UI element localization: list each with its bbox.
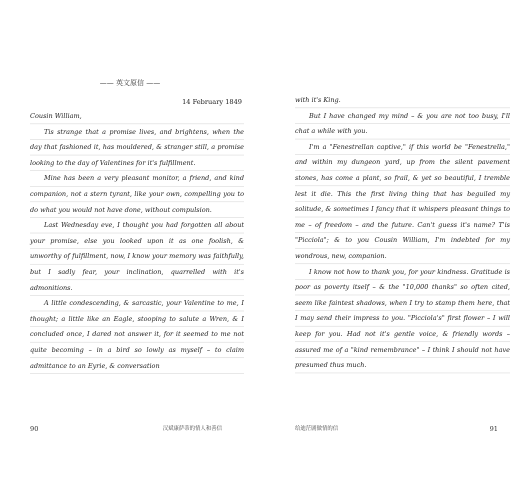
paragraph: Tis strange that a promise lives, and brightens, when the day that fashioned it, has mouldered, & stranger still, a promise looking to the day of Valentines for it's fulfillment.: [30, 127, 244, 167]
paragraph: But I have changed my mind – & you are not too busy, I'll chat a while with you.: [295, 111, 510, 136]
paragraph: I know not how to thank you, for your kindness. Gratitude is poor as poverty itself – & the "10,000 thanks" so often cited, seem like faintest shadows, when I try to stamp them here, that I may send their impress to you. "Picciola's" first flower – I will keep for you. Had not it's gentle voice, & friendly words – assured me of a "kind remembrance" – I think I should not have presumed thus much.: [295, 267, 510, 370]
page-number: 90: [30, 425, 39, 433]
page-number: 91: [489, 425, 498, 433]
paragraph: A little condescending, & sarcastic, your Valentine to me, I thought; a little like an Eagle, stooping to salute a Wren, & I concluded once, I dared not answer it, for it seemed to me not quite becoming – in a bird so lowly as myself – to claim admittance to an Eyrie, & conversation: [30, 299, 244, 370]
running-title: 给迪茫剧做情的信: [295, 426, 339, 432]
salutation: Cousin William,: [30, 112, 82, 120]
letter-body-right: [295, 93, 510, 374]
right-page: [260, 0, 520, 500]
paragraph: I'm a "Fenestrellan captive," if this world be "Fenestrella," and within my dungeon yard, up from the silent pavement stones, has come a plant, so frail, & yet so beautiful, I tremble lest it die. This the first living thing that has beguiled my solitude, & sometimes I fancy that it whispers pleasant things to me – of freedom – and the future. Can't guess it's name? T'is "Picciola"; & to you Cousin William, I'm indebted for my wondrous, new, companion.: [295, 142, 510, 260]
letter-body-left: [30, 109, 244, 374]
paragraph: with it's King.: [295, 96, 341, 104]
paragraph: Last Wednesday eve, I thought you had forgotten all about your promise, else you looked upon it as one foolish, & unworthy of fulfillment, now, I know your memory was faithfully, but I sadly fear, your inclination, quarrelled with it's admonitions.: [30, 221, 244, 292]
running-title: 汉斌康萨蒂的情人和善信: [162, 426, 222, 432]
letter-date: 14 February 1849: [182, 98, 242, 106]
paragraph: Mine has been a very pleasant monitor, a friend, and kind companion, not a stern tyrant, like your own, compelling you to do what you would not have done, without compulsion.: [30, 174, 244, 214]
section-label: —— 英文原信 ——: [99, 79, 161, 87]
